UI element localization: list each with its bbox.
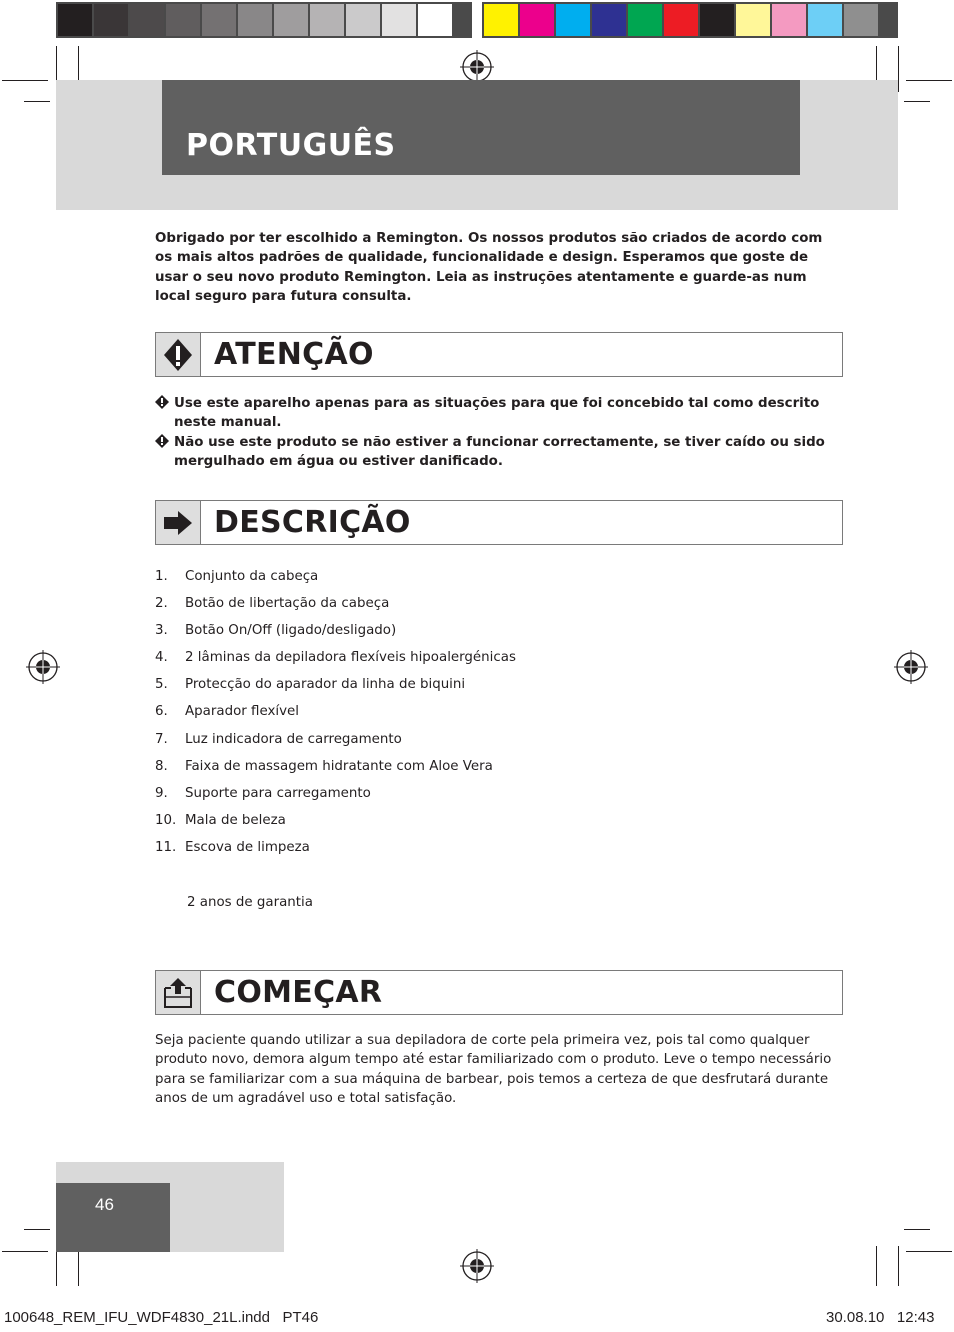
- list-item: [155, 394, 841, 433]
- bullet-text: Use este aparelho apenas para as situações para que foi concebido tal como descrito neste manual.: [174, 396, 820, 431]
- gray-swatch: [238, 4, 272, 36]
- gray-swatch: [202, 4, 236, 36]
- item-text: Conjunto da cabeça: [185, 569, 319, 584]
- warning-bullet-icon: [155, 434, 169, 448]
- footer-datetime: 30.08.10 12:43: [826, 1309, 935, 1326]
- footer-file-name: 100648_REM_IFU_WDF4830_21L.indd PT46: [4, 1309, 319, 1326]
- color-swatch: [520, 4, 554, 36]
- attention-icon-cell: [156, 333, 201, 376]
- item-text: Escova de limpeza: [185, 839, 310, 855]
- list-item: [155, 677, 755, 704]
- item-number: 5.: [155, 677, 168, 693]
- page-title: PORTUGUÊS: [186, 128, 396, 163]
- gray-swatch: [310, 4, 344, 36]
- list-item: [155, 704, 755, 731]
- list-item: [155, 759, 755, 786]
- registration-mark-icon: [26, 650, 60, 684]
- list-item: [155, 813, 755, 840]
- gray-swatch: [94, 4, 128, 36]
- process-color-bar: [482, 2, 898, 38]
- item-text: Mala de beleza: [185, 812, 286, 828]
- color-swatch: [484, 4, 518, 36]
- start-paragraph: Seja paciente quando utilizar a sua depiladora de corte pela primeira vez, pois tal como qualquer produto novo, demora algum tempo até estar familiarizado com o produto. Leve o tempo necessário para se familiarizar com a sua máquina de barbear, pois temos a certeza de que desfrutará durante anos de um agradável uso e total satisfação.: [155, 1033, 832, 1106]
- attention-bullets: [155, 394, 841, 471]
- gray-swatch: [166, 4, 200, 36]
- item-number: 7.: [155, 731, 168, 747]
- grayscale-color-bar: [56, 2, 472, 38]
- gray-swatch: [382, 4, 416, 36]
- gray-swatch: [274, 4, 308, 36]
- warning-bullet-icon: [155, 395, 169, 409]
- crop-mark: [906, 80, 952, 81]
- color-swatch: [844, 4, 878, 36]
- attention-section-header: [155, 332, 843, 377]
- page-number: 46: [95, 1195, 114, 1214]
- description-section-header: [155, 500, 843, 545]
- color-swatch: [592, 4, 626, 36]
- crop-mark: [24, 101, 50, 102]
- crop-mark: [876, 1246, 877, 1286]
- description-heading: DESCRIÇÃO: [214, 505, 411, 540]
- start-icon-cell: [156, 971, 201, 1014]
- item-number: 9.: [155, 785, 168, 801]
- crop-mark: [898, 1246, 899, 1286]
- item-text: Botão de libertação da cabeça: [185, 596, 390, 612]
- start-section-header: [155, 970, 843, 1015]
- registration-mark-icon: [460, 50, 494, 84]
- item-number: 1.: [155, 569, 168, 584]
- item-text: Suporte para carregamento: [185, 785, 371, 801]
- attention-heading: ATENÇÃO: [214, 337, 374, 372]
- item-number: 8.: [155, 758, 168, 774]
- item-text: Faixa de massagem hidratante com Aloe Vera: [185, 758, 493, 774]
- crop-mark: [78, 1246, 79, 1286]
- list-item: [155, 569, 755, 596]
- warranty-text: 2 anos de garantia: [187, 895, 313, 910]
- gray-swatch: [346, 4, 380, 36]
- color-swatch: [628, 4, 662, 36]
- item-number: 11.: [155, 839, 177, 855]
- list-item: [155, 786, 755, 813]
- list-item: [155, 433, 841, 472]
- list-item: [155, 623, 755, 650]
- page-number-box: [56, 1183, 170, 1252]
- description-icon-cell: [156, 501, 201, 544]
- item-text: Aparador flexível: [185, 704, 299, 720]
- registration-mark-icon: [460, 1249, 494, 1283]
- gray-swatch: [418, 4, 452, 36]
- color-swatch: [808, 4, 842, 36]
- crop-mark: [2, 80, 48, 81]
- item-number: 6.: [155, 704, 168, 720]
- warning-icon: [162, 337, 194, 373]
- crop-mark: [2, 1251, 48, 1252]
- list-item: [155, 596, 755, 623]
- item-number: 3.: [155, 623, 168, 639]
- item-number: 10.: [155, 812, 177, 828]
- gray-swatch: [58, 4, 92, 36]
- item-text: Protecção do aparador da linha de biquini: [185, 677, 466, 693]
- color-swatch: [736, 4, 770, 36]
- item-text: 2 lâminas da depiladora flexíveis hipoalergénicas: [185, 650, 516, 666]
- bullet-text: Não use este produto se não estiver a funcionar correctamente, se tiver caído ou sido mergulhado em água ou estiver danificado.: [174, 434, 825, 469]
- list-item: [155, 840, 755, 867]
- color-swatch: [556, 4, 590, 36]
- crop-mark: [906, 1251, 952, 1252]
- item-text: Botão On/Off (ligado/desligado): [185, 623, 397, 639]
- start-heading: COMEÇAR: [214, 975, 383, 1010]
- registration-mark-icon: [894, 650, 928, 684]
- color-swatch: [700, 4, 734, 36]
- list-item: [155, 650, 755, 677]
- parts-list: [155, 569, 755, 867]
- gray-swatch: [130, 4, 164, 36]
- crop-mark: [24, 1229, 50, 1230]
- crop-mark: [904, 1229, 930, 1230]
- color-swatch: [664, 4, 698, 36]
- crop-mark: [56, 1246, 57, 1286]
- arrow-right-icon: [162, 510, 194, 536]
- item-number: 2.: [155, 596, 168, 612]
- crop-mark: [898, 46, 899, 92]
- list-item: [155, 732, 755, 759]
- color-swatch: [772, 4, 806, 36]
- item-text: Luz indicadora de carregamento: [185, 731, 402, 747]
- item-number: 4.: [155, 650, 168, 666]
- box-upload-icon: [162, 976, 194, 1010]
- intro-paragraph: Obrigado por ter escolhido a Remington. Os nossos produtos são criados de acordo com os mais altos padrões de qualidade, funcionalidade e design. Esperamos que goste de usar o seu novo produto Remington. Leia as instruções atentamente e guarde-as num local seguro para futura consulta.: [155, 231, 823, 304]
- crop-mark: [904, 101, 930, 102]
